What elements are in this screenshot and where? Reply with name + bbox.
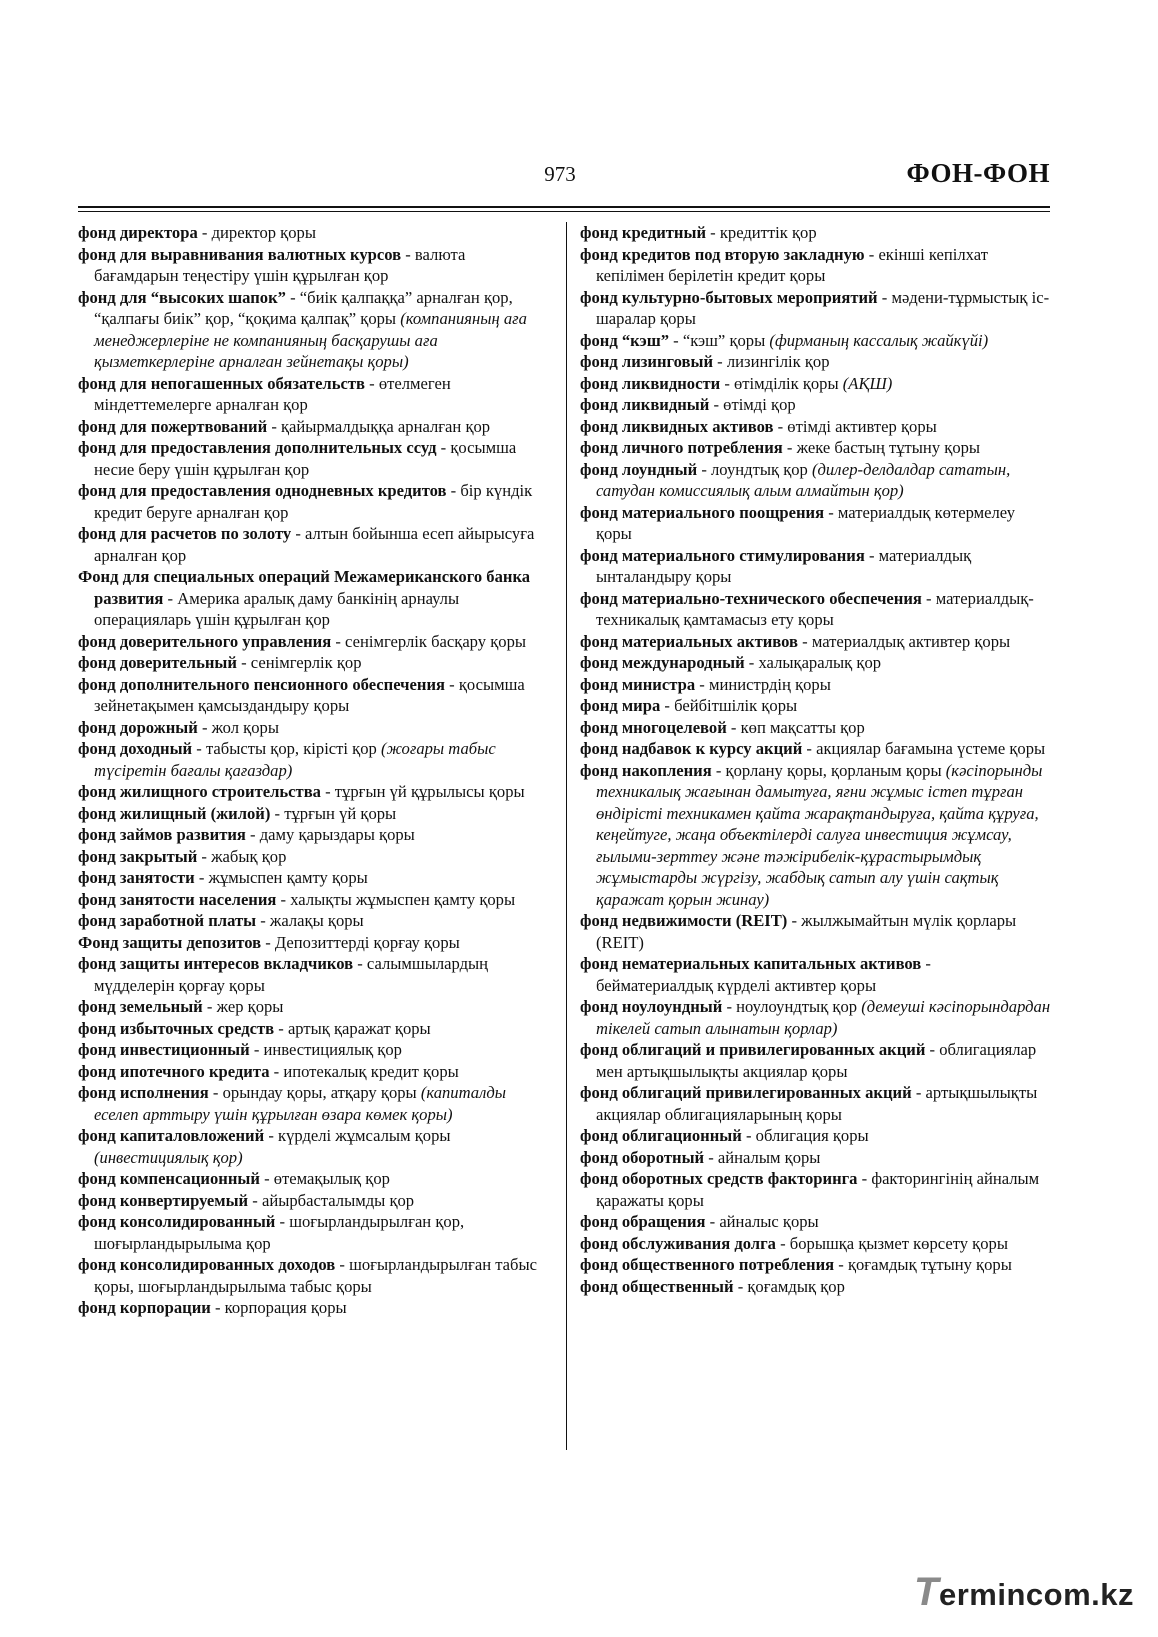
entry-separator: -	[713, 352, 727, 371]
entry-separator: -	[711, 760, 726, 780]
entry-definition: Депозиттерді қорғау қоры	[274, 932, 460, 952]
entry-separator: -	[798, 631, 812, 651]
dictionary-entry	[580, 1211, 1052, 1233]
entry-term: фонд консолидированный	[78, 1212, 276, 1231]
dictionary-entry	[78, 1297, 540, 1319]
entry-term: фонд заработной платы	[78, 911, 257, 930]
entry-separator: -	[741, 1126, 756, 1145]
entry-note: (дилер-делдалдар сататын, сатудан комиссиялық алым алмайтын қор)	[596, 459, 1011, 500]
entry-definition: акциялар бағамына үстеме қоры	[816, 739, 1046, 758]
dictionary-entry	[78, 674, 540, 717]
entry-separator: -	[197, 223, 212, 242]
entry-term: фонд материально-технического обеспечения	[580, 588, 922, 608]
dictionary-entry	[78, 910, 540, 932]
dictionary-entry	[78, 1125, 540, 1168]
entry-term: фонд обслуживания долга	[580, 1233, 776, 1253]
entry-separator: -	[925, 1040, 940, 1059]
dictionary-entry	[580, 545, 1052, 588]
entry-definition: табысты қор, кірісті қор	[205, 739, 377, 758]
dictionary-entry	[580, 588, 1052, 631]
entry-definition: халықты жұмыспен қамту қоры	[290, 889, 516, 909]
dictionary-entry	[580, 1039, 1052, 1082]
entry-term: фонд для расчетов по золоту	[78, 524, 292, 543]
entry-separator: -	[864, 244, 879, 264]
entry-definition: тұрғын үй қоры	[284, 803, 397, 823]
dictionary-entry	[580, 1233, 1052, 1255]
entry-separator: -	[401, 244, 415, 264]
dictionary-entry	[78, 480, 540, 523]
entry-definition: өтемақылық қор	[273, 1169, 390, 1188]
entry-term: фонд дорожный	[78, 717, 198, 737]
entry-definition: жол қоры	[211, 717, 279, 737]
entry-term: фонд “кэш”	[580, 330, 669, 350]
dictionary-entry	[580, 953, 1052, 996]
entry-separator: -	[291, 524, 306, 543]
entry-term: фонд жилищного строительства	[78, 782, 321, 801]
dictionary-entry	[580, 437, 1052, 459]
entry-definition: халықаралық қор	[758, 653, 882, 672]
entry-term: Фонд для специальных операций Межамериканского банка развития	[78, 567, 531, 608]
dictionary-entry	[580, 222, 1052, 244]
dictionary-entry	[78, 566, 540, 631]
entry-separator: -	[202, 997, 217, 1016]
entry-term: фонд избыточных средств	[78, 1018, 275, 1038]
entry-term: фонд капиталовложений	[78, 1126, 265, 1145]
dictionary-entry	[78, 631, 540, 653]
entry-definition: қосымша несие беру үшін құрылған қор	[94, 438, 517, 479]
entry-term: фонд ипотечного кредита	[78, 1061, 270, 1081]
entry-definition: бейбітшілік қоры	[674, 696, 798, 715]
entry-definition: “кэш” қоры	[682, 330, 766, 350]
entry-term: фонд материального стимулирования	[580, 545, 865, 565]
entry-term: фонд облигационный	[580, 1126, 742, 1145]
entry-term: фонд для непогашенных обязательств	[78, 373, 365, 393]
entry-definition: лизингілік қор	[726, 352, 830, 371]
entry-term: фонд занятости	[78, 868, 195, 887]
entry-note: (жоғары табыс түсіретін бағалы қағаздар)	[94, 739, 496, 780]
entry-term: фонд доверительный	[78, 653, 237, 672]
entry-term: фонд культурно-бытовых мероприятий	[580, 287, 878, 307]
entry-separator: -	[857, 1169, 872, 1188]
dictionary-entry	[580, 394, 1052, 416]
entry-term: фонд оборотных средств факторинга	[580, 1169, 858, 1188]
entry-definition: материалдық активтер қоры	[811, 631, 1011, 651]
entry-separator: -	[274, 1018, 288, 1038]
entry-definition: қайырмалдыққа арналған қор	[281, 416, 491, 436]
entry-separator: -	[921, 954, 931, 973]
dictionary-entry	[580, 760, 1052, 911]
entry-separator: -	[864, 545, 879, 565]
entry-term: фонд занятости населения	[78, 889, 277, 909]
entry-term: фонд личного потребления	[580, 438, 783, 457]
entry-separator: -	[335, 1255, 350, 1274]
dictionary-entry	[580, 910, 1052, 953]
entry-definition: бір күндік кредит беруге арналған қор	[94, 481, 533, 522]
entry-separator: -	[264, 1126, 279, 1145]
entry-term: фонд займов развития	[78, 825, 246, 844]
entry-term: фонд общественного потребления	[580, 1255, 835, 1274]
entry-term: фонд обращения	[580, 1212, 706, 1231]
entry-definition: шоғырландырылған табыс қоры, шоғырландырылыма табыс қоры	[94, 1255, 538, 1296]
entry-term: фонд нематериальных капитальных активов	[580, 954, 922, 973]
dictionary-entry	[580, 244, 1052, 287]
entry-separator: -	[331, 631, 346, 651]
entry-definition: жеке бастың тұтыну қоры	[796, 438, 981, 457]
entry-term: Фонд защиты депозитов	[78, 932, 262, 952]
dictionary-entry	[580, 652, 1052, 674]
entry-separator: -	[704, 1147, 718, 1167]
dictionary-entry	[78, 889, 540, 911]
entry-separator: -	[192, 739, 206, 758]
entry-term: фонд ликвидности	[580, 373, 721, 393]
entry-separator: -	[697, 459, 712, 479]
entry-definition: министрдің қоры	[708, 674, 831, 694]
dictionary-entry	[78, 996, 540, 1018]
entry-term: фонд жилищный (жилой)	[78, 803, 271, 823]
dictionary-entry	[580, 695, 1052, 717]
entry-definition: қоғамдық қор	[747, 1276, 845, 1296]
dictionary-entry	[78, 244, 540, 287]
entry-term: фонд лизинговый	[580, 352, 714, 371]
entry-term: фонд консолидированных доходов	[78, 1255, 336, 1274]
dictionary-entry	[78, 1190, 540, 1212]
entry-separator: -	[775, 1233, 790, 1253]
entry-definition: “биік қалпаққа” арналған қор, “қалпағы биік” қор, “қоқима қалпақ” қоры	[94, 287, 513, 328]
entry-term: фонд закрытый	[78, 846, 198, 866]
column-divider	[566, 222, 567, 1450]
dictionary-entry	[78, 953, 540, 996]
entry-note: (АҚШ)	[842, 373, 893, 393]
entry-definition: облигациялар мен артықшылықты акциялар қоры	[596, 1040, 1037, 1081]
entry-term: фонд надбавок к курсу акций	[580, 739, 803, 758]
dictionary-entry	[78, 738, 540, 781]
dictionary-entry	[580, 351, 1052, 373]
entry-definition: салымшылардың мүдделерін қорғау қоры	[94, 954, 489, 995]
dictionary-entry	[580, 1254, 1052, 1276]
entry-definition: қоғамдық тұтыну қоры	[847, 1255, 1012, 1274]
entry-separator: -	[276, 889, 291, 909]
entry-term: фонд директора	[78, 223, 198, 242]
entry-separator: -	[210, 1298, 225, 1317]
entry-term: фонд для пожертвований	[78, 416, 268, 436]
entry-definition: екінші кепілхат кепілімен берілетін кредит қоры	[596, 244, 988, 285]
dictionary-entry	[78, 846, 540, 868]
entry-definition: кредиттік қор	[719, 223, 817, 242]
entry-separator: -	[249, 1040, 264, 1059]
entry-separator: -	[194, 868, 209, 887]
entry-note: (кәсіпорынды техникалық жағынан дамытуға, яғни жұмыс істеп тұрған өндірісті техникамен қайта жарақтандыруға, қайта құруға, кеңейтуге, жаңа объектілерді салуға инвестиция жұмсау, ғылыми-зерттеу және тәжірибелік-құрастырымдық жұмыстарды жүргізу, жабдық сатып алу үшін сақтық қаражат қорын жинау)	[596, 760, 1043, 909]
entry-definition: шоғырландырылған қор, шоғырландырылыма қор	[94, 1212, 465, 1253]
entry-separator: -	[802, 739, 817, 758]
entry-separator: -	[834, 1255, 848, 1274]
entry-term: фонд доверительного управления	[78, 631, 332, 651]
entry-term: фонд кредитный	[580, 223, 707, 242]
dictionary-entry	[580, 1082, 1052, 1125]
right-column	[580, 222, 1052, 1297]
entry-definition: айналыс қоры	[719, 1212, 819, 1231]
entry-term: фонд для предоставления однодневных кредитов	[78, 481, 447, 500]
entry-note: (капиталды еселеп арттыру үшін құрылған өзара көмек қоры)	[94, 1083, 506, 1124]
entry-separator: -	[208, 1083, 223, 1102]
entry-term: фонд для предоставления дополнительных ссуд	[78, 438, 437, 457]
dictionary-entry	[580, 1276, 1052, 1298]
entry-term: фонд земельный	[78, 997, 203, 1016]
entry-definition: жұмыспен қамту қоры	[208, 868, 368, 887]
entry-definition: көп мақсатты қор	[740, 717, 865, 737]
entry-term: фонд защиты интересов вкладчиков	[78, 954, 354, 973]
entry-term: фонд корпорации	[78, 1298, 211, 1317]
entry-term: фонд накопления	[580, 760, 712, 780]
watermark-logo: Termincom.kz	[914, 1570, 1134, 1614]
entry-term: фонд ликвидных активов	[580, 416, 774, 436]
page-number: 973	[544, 162, 576, 186]
entry-definition: инвестициялық қор	[263, 1040, 402, 1059]
entry-note: (фирманың кассалық жайкүйі)	[769, 330, 989, 350]
dictionary-entry	[78, 287, 540, 373]
entry-definition: ипотекалық кредит қоры	[283, 1061, 459, 1081]
entry-separator: -	[270, 803, 285, 823]
entry-separator: -	[744, 653, 759, 672]
entry-separator: -	[773, 416, 788, 436]
dictionary-entry	[580, 674, 1052, 696]
entry-separator: -	[285, 287, 300, 307]
entry-note: (демеуші кәсіпорындардан тікелей сатып алынатын қорлар)	[596, 997, 1051, 1038]
entry-definition: валюта бағамдарын теңестіру үшін құрылған қор	[94, 244, 466, 285]
dictionary-entry	[580, 631, 1052, 653]
entry-separator: -	[669, 330, 683, 350]
dictionary-entry	[580, 459, 1052, 502]
entry-term: фонд многоцелевой	[580, 717, 727, 737]
entry-definition: тұрғын үй құрылысы қоры	[334, 782, 525, 801]
entry-separator: -	[720, 373, 734, 393]
dictionary-entry	[78, 781, 540, 803]
entry-definition: жылжымайтын мүлік қорлары (REIT)	[596, 911, 1017, 952]
dictionary-entry	[78, 1211, 540, 1254]
entry-separator: -	[706, 223, 720, 242]
dictionary-entry	[78, 1039, 540, 1061]
dictionary-entry	[78, 523, 540, 566]
header-rule-thin	[78, 211, 1050, 212]
entry-separator: -	[256, 911, 270, 930]
entry-term: фонд ноулоундный	[580, 997, 723, 1016]
entry-term: фонд инвестиционный	[78, 1040, 250, 1059]
dictionary-entry	[78, 1018, 540, 1040]
entry-separator: -	[787, 911, 802, 930]
entry-separator: -	[782, 438, 797, 457]
entry-separator: -	[245, 825, 260, 844]
dictionary-entry	[78, 437, 540, 480]
entry-separator: -	[695, 674, 709, 694]
entry-term: фонд для “высоких шапок”	[78, 287, 286, 307]
dictionary-entry	[78, 1168, 540, 1190]
entry-note: (инвестициялық қор)	[94, 1147, 243, 1167]
entry-definition: артықшылықты акциялар облигацияларының қоры	[596, 1083, 1038, 1124]
entry-definition: облигация қоры	[755, 1126, 869, 1145]
dictionary-entry	[78, 652, 540, 674]
entry-definition: факторингінің айналым қаражаты қоры	[596, 1169, 1040, 1210]
entry-definition: сенімгерлік қор	[250, 653, 362, 672]
entry-separator: -	[236, 653, 251, 672]
entry-definition: бейматериалдық күрделі активтер қоры	[596, 975, 877, 995]
entry-definition: жабық қор	[211, 846, 287, 866]
entry-separator: -	[197, 717, 212, 737]
dictionary-entry	[78, 373, 540, 416]
entry-definition: қосымша зейнетақымен қамсыздандыру қоры	[94, 674, 525, 715]
entry-separator: -	[269, 1061, 284, 1081]
entry-term: фонд материального поощрения	[580, 502, 825, 522]
entry-term: фонд облигаций привилегированных акций	[580, 1083, 912, 1102]
entry-separator: -	[163, 588, 178, 608]
entry-separator: -	[709, 395, 724, 414]
entry-definition: өтімді активтер қоры	[787, 416, 937, 436]
dictionary-entry	[580, 287, 1052, 330]
entry-separator: -	[365, 373, 379, 393]
entry-term: фонд мира	[580, 696, 661, 715]
entry-term: фонд кредитов под вторую закладную	[580, 244, 865, 264]
dictionary-entry	[78, 416, 540, 438]
entry-definition: сенімгерлік басқару қоры	[345, 631, 527, 651]
entry-definition: қорлану қоры, қорланым қоры	[725, 760, 942, 780]
entry-separator: -	[445, 674, 459, 694]
entry-definition: борышқа қызмет көрсету қоры	[789, 1233, 1008, 1253]
left-column	[78, 222, 540, 1319]
dictionary-entry	[580, 996, 1052, 1039]
entry-term: фонд ликвидный	[580, 395, 710, 414]
entry-separator: -	[726, 717, 741, 737]
dictionary-entry	[580, 1147, 1052, 1169]
entry-separator: -	[320, 782, 335, 801]
entry-note: (компанияның аға менеджерлеріне не компанияның басқарушы аға қызметкерлеріне арналған зейнетақы қоры)	[94, 309, 527, 371]
entry-definition: директор қоры	[211, 223, 316, 242]
entry-term: фонд оборотный	[580, 1147, 705, 1167]
dictionary-entry	[78, 824, 540, 846]
entry-term: фонд лоундный	[580, 459, 698, 479]
dictionary-entry	[580, 416, 1052, 438]
entry-term: фонд компенсационный	[78, 1169, 260, 1188]
header-rule-thick	[78, 206, 1050, 208]
entry-definition: өтімді қор	[723, 395, 796, 414]
entry-definition: лоундтық қор	[711, 459, 808, 479]
entry-definition: материалдық ынталандыру қоры	[596, 545, 972, 586]
dictionary-entry	[580, 330, 1052, 352]
entry-term: фонд недвижимости (REIT)	[580, 911, 788, 930]
entry-definition: корпорация қоры	[224, 1298, 347, 1317]
entry-separator: -	[733, 1276, 748, 1296]
dictionary-entry	[580, 738, 1052, 760]
dictionary-entry	[78, 1061, 540, 1083]
entry-term: фонд исполнения	[78, 1083, 209, 1102]
entry-term: фонд общественный	[580, 1276, 734, 1296]
dictionary-entry	[580, 1125, 1052, 1147]
entry-separator: -	[877, 287, 892, 307]
entry-separator: -	[705, 1212, 720, 1231]
entry-separator: -	[911, 1083, 926, 1102]
dictionary-entry	[580, 502, 1052, 545]
entry-definition: айналым қоры	[717, 1147, 821, 1167]
entry-separator: -	[921, 588, 936, 608]
entry-definition: материалдық-техникалық қамтамасыз ету қоры	[596, 588, 1034, 629]
entry-separator: -	[436, 438, 451, 457]
entry-definition: жалақы қоры	[269, 911, 364, 930]
entry-definition: жер қоры	[216, 997, 284, 1016]
dictionary-entry	[78, 803, 540, 825]
entry-separator: -	[660, 696, 675, 715]
running-head: ФОН-ФОН	[906, 158, 1050, 188]
entry-definition: өтімділік қоры	[734, 373, 839, 393]
entry-definition: айырбасталымды қор	[261, 1190, 415, 1210]
entry-definition: алтын бойынша есеп айырысуға арналған қор	[94, 524, 535, 565]
dictionary-entry	[78, 222, 540, 244]
dictionary-entry	[78, 867, 540, 889]
entry-definition: мәдени-тұрмыстық іс-шаралар қоры	[596, 287, 1050, 328]
dictionary-entry	[580, 373, 1052, 395]
entry-definition: орындау қоры, атқару қоры	[222, 1083, 417, 1102]
dictionary-entry	[580, 717, 1052, 739]
entry-term: фонд для выравнивания валютных курсов	[78, 244, 402, 264]
entry-term: фонд доходный	[78, 739, 193, 758]
entry-term: фонд международный	[580, 653, 745, 672]
entry-separator: -	[259, 1169, 274, 1188]
dictionary-entry	[78, 717, 540, 739]
dictionary-entry	[580, 1168, 1052, 1211]
entry-term: фонд материальных активов	[580, 631, 798, 651]
entry-separator: -	[248, 1190, 262, 1210]
entry-separator: -	[446, 481, 461, 500]
entry-definition: күрделі жұмсалым қоры	[278, 1126, 451, 1145]
entry-definition: Америка аралық даму банкінің арнаулы операцияларь үшін құрылған қор	[94, 588, 460, 629]
entry-definition: материалдық көтермелеу қоры	[596, 502, 1016, 543]
entry-term: фонд дополнительного пенсионного обеспечения	[78, 674, 446, 694]
entry-separator: -	[267, 416, 281, 436]
entry-separator: -	[275, 1212, 290, 1231]
entry-definition: артық қаражат қоры	[287, 1018, 431, 1038]
dictionary-entry	[78, 1082, 540, 1125]
entry-definition: өтелмеген міндеттемелерге арналған қор	[94, 373, 451, 414]
entry-definition: ноулоундтық қор	[736, 997, 858, 1016]
entry-separator: -	[824, 502, 838, 522]
entry-definition: даму қарыздары қоры	[259, 825, 415, 844]
entry-separator: -	[197, 846, 212, 866]
entry-term: фонд конвертируемый	[78, 1190, 249, 1210]
dictionary-entry	[78, 932, 540, 954]
entry-separator: -	[353, 954, 367, 973]
dictionary-entry	[78, 1254, 540, 1297]
entry-term: фонд облигаций и привилегированных акций	[580, 1040, 926, 1059]
entry-separator: -	[722, 997, 737, 1016]
entry-separator: -	[261, 932, 275, 952]
entry-term: фонд министра	[580, 674, 696, 694]
